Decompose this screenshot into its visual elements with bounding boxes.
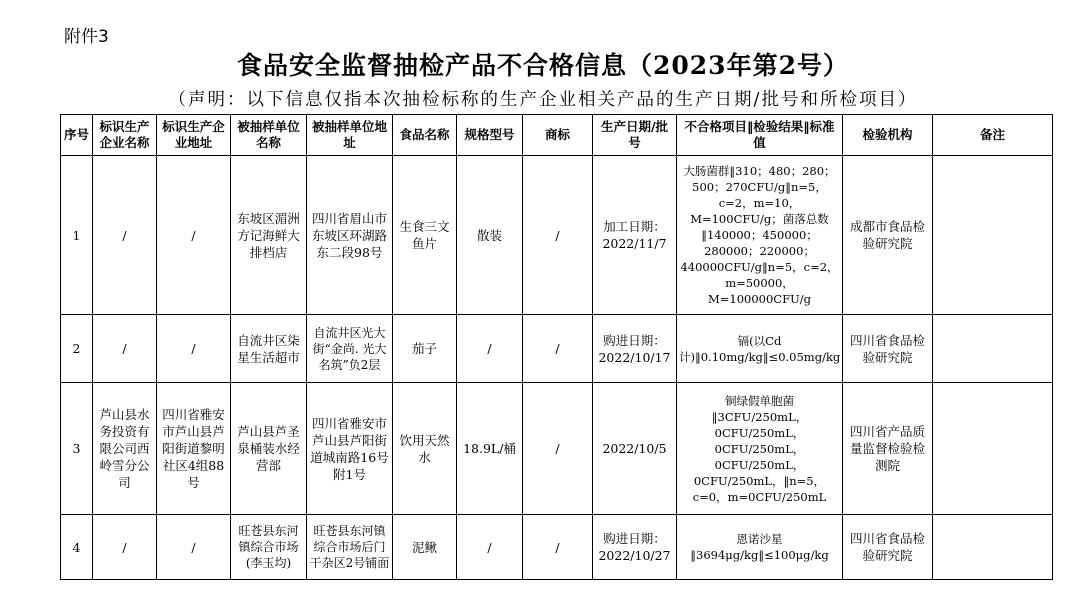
cell-remark — [933, 383, 1053, 515]
cell-seq: 3 — [61, 383, 93, 515]
header-remark: 备注 — [933, 115, 1053, 156]
cell-sampled-address: 旺苍县东河镇综合市场后门干杂区2号铺面 — [307, 515, 393, 580]
cell-spec: 散装 — [457, 156, 523, 315]
table-row — [61, 315, 1053, 383]
cell-agency: 四川省产品质量监督检验检测院 — [843, 383, 933, 515]
header-row — [61, 115, 1053, 156]
cell-spec: / — [457, 315, 523, 383]
header-food-name: 食品名称 — [393, 115, 457, 156]
header-brand: 商标 — [523, 115, 593, 156]
cell-sampled-address: 自流井区光大街“金尚. 光大名筑”负2层 — [307, 315, 393, 383]
cell-items: 铜绿假单胞菌‖3CFU/250mL，0CFU/250mL，0CFU/250mL，0CFU/250mL，0CFU/250mL，‖n=5，c=0，m=0CFU/250mL — [677, 383, 843, 515]
cell-producer-name: / — [93, 315, 157, 383]
table-row — [61, 515, 1053, 580]
cell-food-name: 茄子 — [393, 315, 457, 383]
cell-sampled-unit: 芦山县芦圣泉桶装水经营部 — [231, 383, 307, 515]
header-agency: 检验机构 — [843, 115, 933, 156]
cell-spec: / — [457, 515, 523, 580]
cell-agency: 四川省食品检验研究院 — [843, 315, 933, 383]
cell-remark — [933, 315, 1053, 383]
cell-sampled-unit: 东坡区湄洲方记海鲜大排档店 — [231, 156, 307, 315]
page-title: 食品安全监督抽检产品不合格信息（2023年第2号） — [237, 51, 849, 80]
cell-brand: / — [523, 383, 593, 515]
cell-agency: 成都市食品检验研究院 — [843, 156, 933, 315]
header-sampled-address: 被抽样单位地址 — [307, 115, 393, 156]
cell-food-name: 泥鳅 — [393, 515, 457, 580]
cell-sampled-unit: 旺苍县东河镇综合市场(李玉均) — [231, 515, 307, 580]
cell-sampled-unit: 自流井区柒星生活超市 — [231, 315, 307, 383]
cell-producer-address: / — [157, 515, 231, 580]
header-items: 不合格项目‖检验结果‖标准值 — [677, 115, 843, 156]
cell-seq: 1 — [61, 156, 93, 315]
cell-producer-name: / — [93, 156, 157, 315]
attachment-label: 附件3 — [64, 27, 109, 47]
cell-date: 加工日期：2022/11/7 — [593, 156, 677, 315]
cell-items: 镉(以Cd计)‖0.10mg/kg‖≤0.05mg/kg — [677, 315, 843, 383]
header-sampled-unit: 被抽样单位名称 — [231, 115, 307, 156]
cell-producer-address: / — [157, 315, 231, 383]
cell-seq: 2 — [61, 315, 93, 383]
header-spec: 规格型号 — [457, 115, 523, 156]
cell-date: 2022/10/5 — [593, 383, 677, 515]
cell-remark — [933, 515, 1053, 580]
header-producer-name: 标识生产企业名称 — [93, 115, 157, 156]
inspection-table — [60, 114, 1053, 580]
cell-brand: / — [523, 315, 593, 383]
cell-producer-address: 四川省雅安市芦山县芦阳街道黎明社区4组88号 — [157, 383, 231, 515]
disclaimer-note: （声明：以下信息仅指本次抽检标称的生产企业相关产品的生产日期/批号和所检项目） — [168, 90, 918, 110]
cell-seq: 4 — [61, 515, 93, 580]
cell-remark — [933, 156, 1053, 315]
cell-food-name: 饮用天然水 — [393, 383, 457, 515]
header-producer-address: 标识生产企业地址 — [157, 115, 231, 156]
cell-brand: / — [523, 156, 593, 315]
table-row — [61, 156, 1053, 315]
header-date: 生产日期/批号 — [593, 115, 677, 156]
cell-sampled-address: 四川省雅安市芦山县芦阳街道城南路16号附1号 — [307, 383, 393, 515]
cell-brand: / — [523, 515, 593, 580]
cell-producer-name: 芦山县水务投资有限公司西岭雪分公司 — [93, 383, 157, 515]
cell-agency: 四川省食品检验研究院 — [843, 515, 933, 580]
cell-sampled-address: 四川省眉山市东坡区环湖路东二段98号 — [307, 156, 393, 315]
table-row — [61, 383, 1053, 515]
cell-food-name: 生食三文鱼片 — [393, 156, 457, 315]
cell-date: 购进日期：2022/10/17 — [593, 315, 677, 383]
cell-date: 购进日期：2022/10/27 — [593, 515, 677, 580]
cell-items: 大肠菌群‖310；480；280；500；270CFU/g‖n=5，c=2，m=10，M=100CFU/g；菌落总数‖140000；450000；280000；220000；440000CFU/g‖n=5，c=2，m=50000，M=100000CFU/g — [677, 156, 843, 315]
header-seq: 序号 — [61, 115, 93, 156]
cell-producer-address: / — [157, 156, 231, 315]
cell-producer-name: / — [93, 515, 157, 580]
cell-spec: 18.9L/桶 — [457, 383, 523, 515]
cell-items: 恩诺沙星‖3694μg/kg‖≤100μg/kg — [677, 515, 843, 580]
